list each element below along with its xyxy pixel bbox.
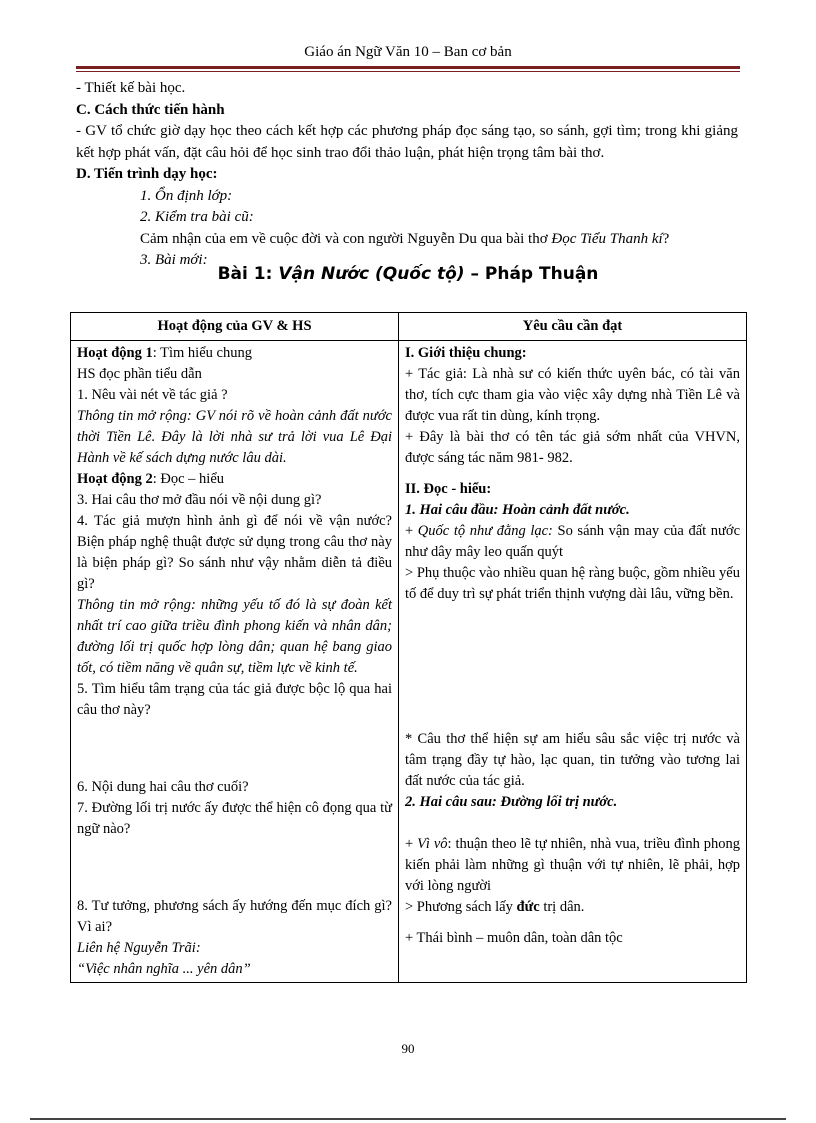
peace-note: + Thái bình – muôn dân, toàn dân tộc: [405, 930, 623, 946]
question-1: 1. Nêu vài nét về tác giả ?: [77, 387, 228, 403]
header-rule-thick: [76, 66, 740, 69]
vine-comparison: + Quốc tộ như đằng lạc: So sánh vận may của đất nước như dây mây leo quấn quýt: [405, 523, 741, 560]
footer-rule: [30, 1118, 786, 1120]
policy: [405, 897, 740, 918]
review-question-text: Cảm nhận của em về cuộc đời và con người Nguyễn Du qua bài thơ: [140, 230, 552, 247]
sub-heading-2: 2. Hai câu sau: Đường lối trị nước.: [405, 794, 618, 810]
activity-1-text: : Tìm hiểu chung: [152, 345, 252, 361]
design-line: - Thiết kế bài học.: [76, 80, 186, 96]
spacer: [405, 469, 740, 479]
question-8: 8. Tư tưởng, phương sách ấy hướng đến mục đích gì? Vì ai?: [77, 898, 392, 935]
step-2: 2. Kiểm tra bài cũ:: [140, 209, 254, 225]
step-3: 3. Bài mới:: [140, 252, 208, 268]
activity-2-label: Hoạt động 2: [77, 471, 153, 487]
col-header-requirements: Yêu cầu cần đạt: [399, 313, 747, 341]
dependence: > Phụ thuộc vào nhiều quan hệ ràng buộc, gồm nhiều yếu tố để duy trì sự phát triển thịnh vượng dài lâu, vững bền.: [405, 565, 740, 602]
vi-vo-text: : thuận theo lẽ tự nhiên, nhà vua, triều đình phong kiến phải làm những gì thuận với tự nhiên, lẽ phải, hợp với lòng người: [405, 836, 740, 894]
author-info: + Tác giả: Là nhà sư có kiến thức uyên bác, có tài văn thơ, tích cực tham gia vào việc xây dựng nhà Tiền Lê và được vua rất tin dùng, kính trọng.: [405, 366, 740, 424]
spacer: [405, 918, 740, 928]
review-question-work: Đọc Tiểu Thanh kí: [551, 230, 663, 247]
read-intro: HS đọc phần tiểu dẫn: [77, 366, 202, 382]
question-3: 3. Hai câu thơ mở đầu nói về nội dung gì?: [77, 492, 322, 508]
activity-2-text: : Đọc – hiểu: [152, 471, 225, 487]
vine-label: Quốc tộ như đằng lạc:: [417, 523, 553, 539]
question-4: 4. Tác giả mượn hình ảnh gì để nói về vận nước? Biện pháp nghệ thuật được sử dụng trong câu thơ này là biện pháp gì? So sánh như vậy nhằm diễn tả điều gì?: [77, 513, 392, 592]
lesson-title-poem: Vận Nước (Quốc tộ): [278, 264, 465, 284]
section-1-heading: I. Giới thiệu chung:: [405, 345, 527, 361]
page-number: 90: [401, 1041, 415, 1056]
section-d-heading: D. Tiến trình dạy học:: [76, 166, 218, 182]
col-header-activities: Hoạt động của GV & HS: [71, 313, 399, 341]
section-c-text: - GV tổ chức giờ dạy học theo cách kết hợp các phương pháp đọc sáng tạo, so sánh, gợi tìm; trong khi giảng kết hợp phát vấn, đặt câu hỏi để học sinh trao đổi thảo luận, phát hiện trọng tâm bài thơ.: [76, 123, 738, 161]
extended-info-2: Thông tin mở rộng: những yếu tố đó là sự đoàn kết nhất trí cao giữa triều đình phong kiến và nhân dân; đường lối trị quốc hợp lòng dân; quan hệ bang giao tốt, có tiềm năng về quân sự, tiềm lực về kinh tế.: [77, 597, 392, 676]
link-nguyen-trai: Liên hệ Nguyễn Trãi:: [77, 940, 201, 956]
spacer: [77, 840, 392, 896]
quote: “Việc nhân nghĩa ... yên dân”: [77, 961, 251, 977]
spacer: [405, 813, 740, 834]
policy-pre: > Phương sách lấy: [405, 899, 517, 915]
intro-section: [76, 78, 738, 272]
requirements-cell: [399, 341, 747, 983]
spacer: [405, 605, 740, 729]
lesson-table: [70, 312, 747, 983]
extended-info-1: Thông tin mở rộng: GV nói rõ về hoàn cảnh đất nước thời Tiền Lê. Đây là lời nhà sư trả lời vua Lê Đại Hành về kế sách dựng nước lâu dài.: [77, 408, 392, 466]
lesson-title-suffix: – Pháp Thuận: [464, 264, 599, 284]
question-6: 6. Nội dung hai câu thơ cuối?: [77, 779, 249, 795]
review-question-end: ?: [662, 230, 670, 247]
activity-1-label: Hoạt động 1: [77, 345, 153, 361]
review-question: [76, 229, 738, 251]
question-7: 7. Đường lối trị nước ấy được thể hiện cô đọng qua từ ngữ nào?: [77, 800, 392, 837]
lesson-title: [76, 264, 740, 284]
poem-info: + Đây là bài thơ có tên tác giả sớm nhất của VHVN, được sáng tác năm 981- 982.: [405, 429, 740, 466]
section-c-heading: C. Cách thức tiến hành: [76, 101, 225, 118]
step-1: 1. Ổn định lớp:: [140, 187, 233, 204]
activities-cell: [71, 341, 399, 983]
header-rule-thin: [76, 71, 740, 72]
page-header: Giáo án Ngữ Văn 10 – Ban cơ bản: [304, 44, 512, 60]
vi-vo-label: Vì vô: [417, 836, 448, 852]
lesson-title-prefix: Bài 1:: [217, 264, 279, 284]
spacer: [77, 721, 392, 777]
question-5: 5. Tìm hiểu tâm trạng của tác giả được bộc lộ qua hai câu thơ này?: [77, 681, 392, 718]
section-2-heading: II. Đọc - hiểu:: [405, 481, 492, 497]
vine-text: So sánh vận may của đất nước như dây mây leo quấn quýt: [405, 523, 741, 560]
sub-heading-1: 1. Hai câu đầu: Hoàn cảnh đất nước.: [405, 502, 630, 518]
policy-post: trị dân.: [539, 899, 585, 915]
mood-note: * Câu thơ thể hiện sự am hiểu sâu sắc việc trị nước và tâm trạng đầy tự hào, lạc quan, tin tưởng vào tương lai đất nước của tác giả.: [405, 731, 740, 789]
vi-vo-explanation: + Vì vô: thuận theo lẽ tự nhiên, nhà vua, triều đình phong kiến phải làm những gì thuận với tự nhiên, lẽ phải, hợp với lòng người: [405, 836, 740, 894]
policy-bold: đức: [516, 899, 540, 915]
